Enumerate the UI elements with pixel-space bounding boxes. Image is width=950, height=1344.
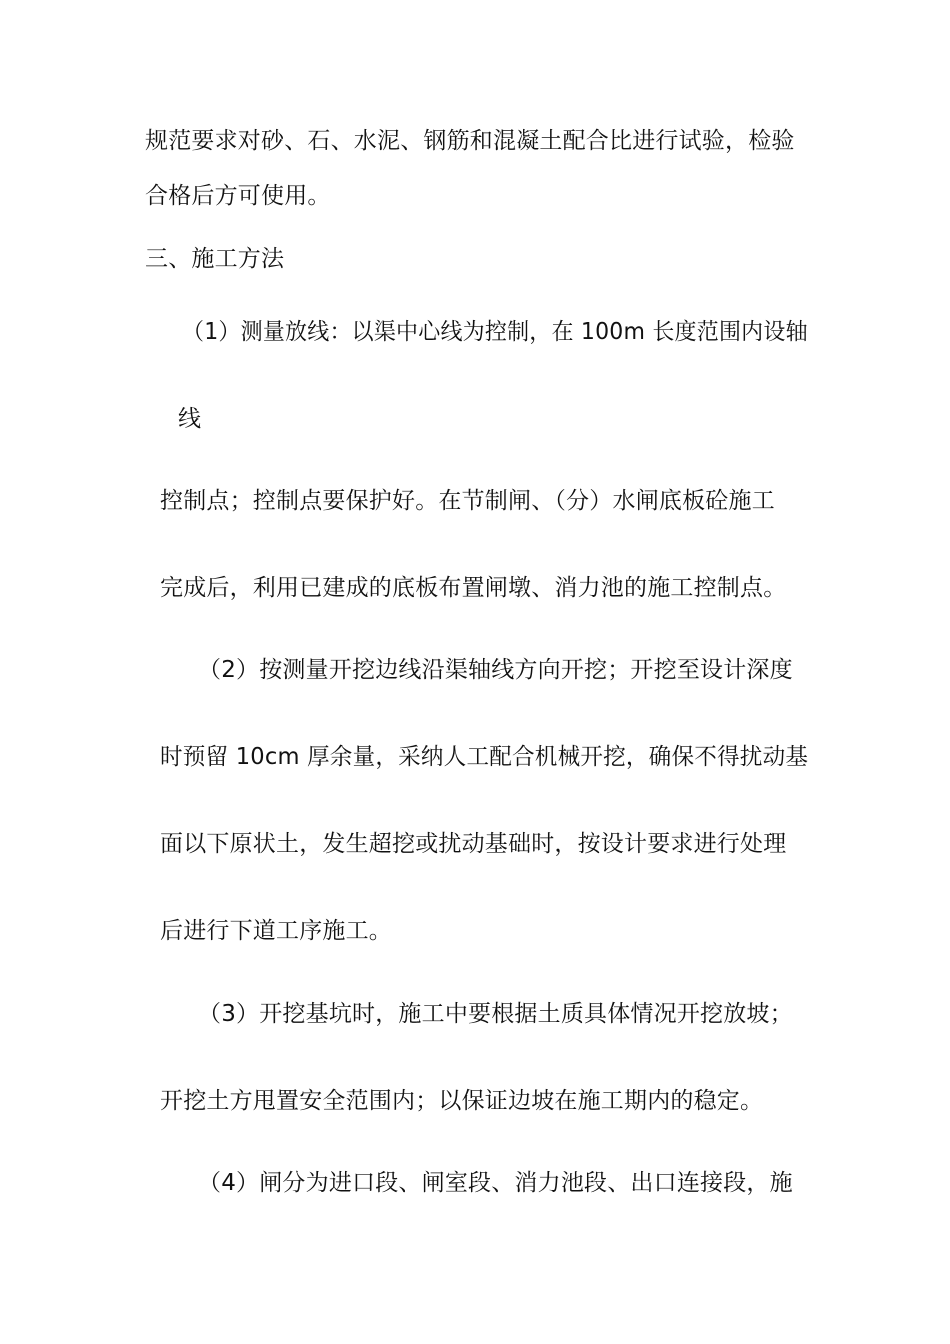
- section-heading: 三、施工方法: [145, 246, 285, 272]
- text-line: 规范要求对砂、石、水泥、钢筋和混凝土配合比进行试验，检验: [145, 128, 795, 154]
- text-line: 面以下原状土，发生超挖或扰动基础时，按设计要求进行处理: [160, 831, 787, 857]
- text-line: 开挖土方甩置安全范围内；以保证边坡在施工期内的稳定。: [160, 1088, 764, 1114]
- text-line: 控制点；控制点要保护好。在节制闸、（分）水闸底板砼施工: [160, 488, 775, 514]
- text-line: （2）按测量开挖边线沿渠轴线方向开挖；开挖至设计深度: [198, 657, 793, 683]
- text-line: （1）测量放线：以渠中心线为控制，在 100m 长度范围内设轴: [182, 319, 808, 345]
- text-line: 时预留 10cm 厚余量，采纳人工配合机械开挖，确保不得扰动基: [160, 744, 809, 770]
- text-line: （3）开挖基坑时，施工中要根据土质具体情况开挖放坡；: [198, 1001, 793, 1027]
- text-line: 合格后方可使用。: [145, 183, 331, 209]
- text-line: 完成后，利用已建成的底板布置闸墩、消力池的施工控制点。: [160, 575, 787, 601]
- text-line: （4）闸分为进口段、闸室段、消力池段、出口连接段，施: [198, 1170, 793, 1196]
- text-line: 后进行下道工序施工。: [160, 918, 392, 944]
- text-line: 线: [178, 406, 202, 432]
